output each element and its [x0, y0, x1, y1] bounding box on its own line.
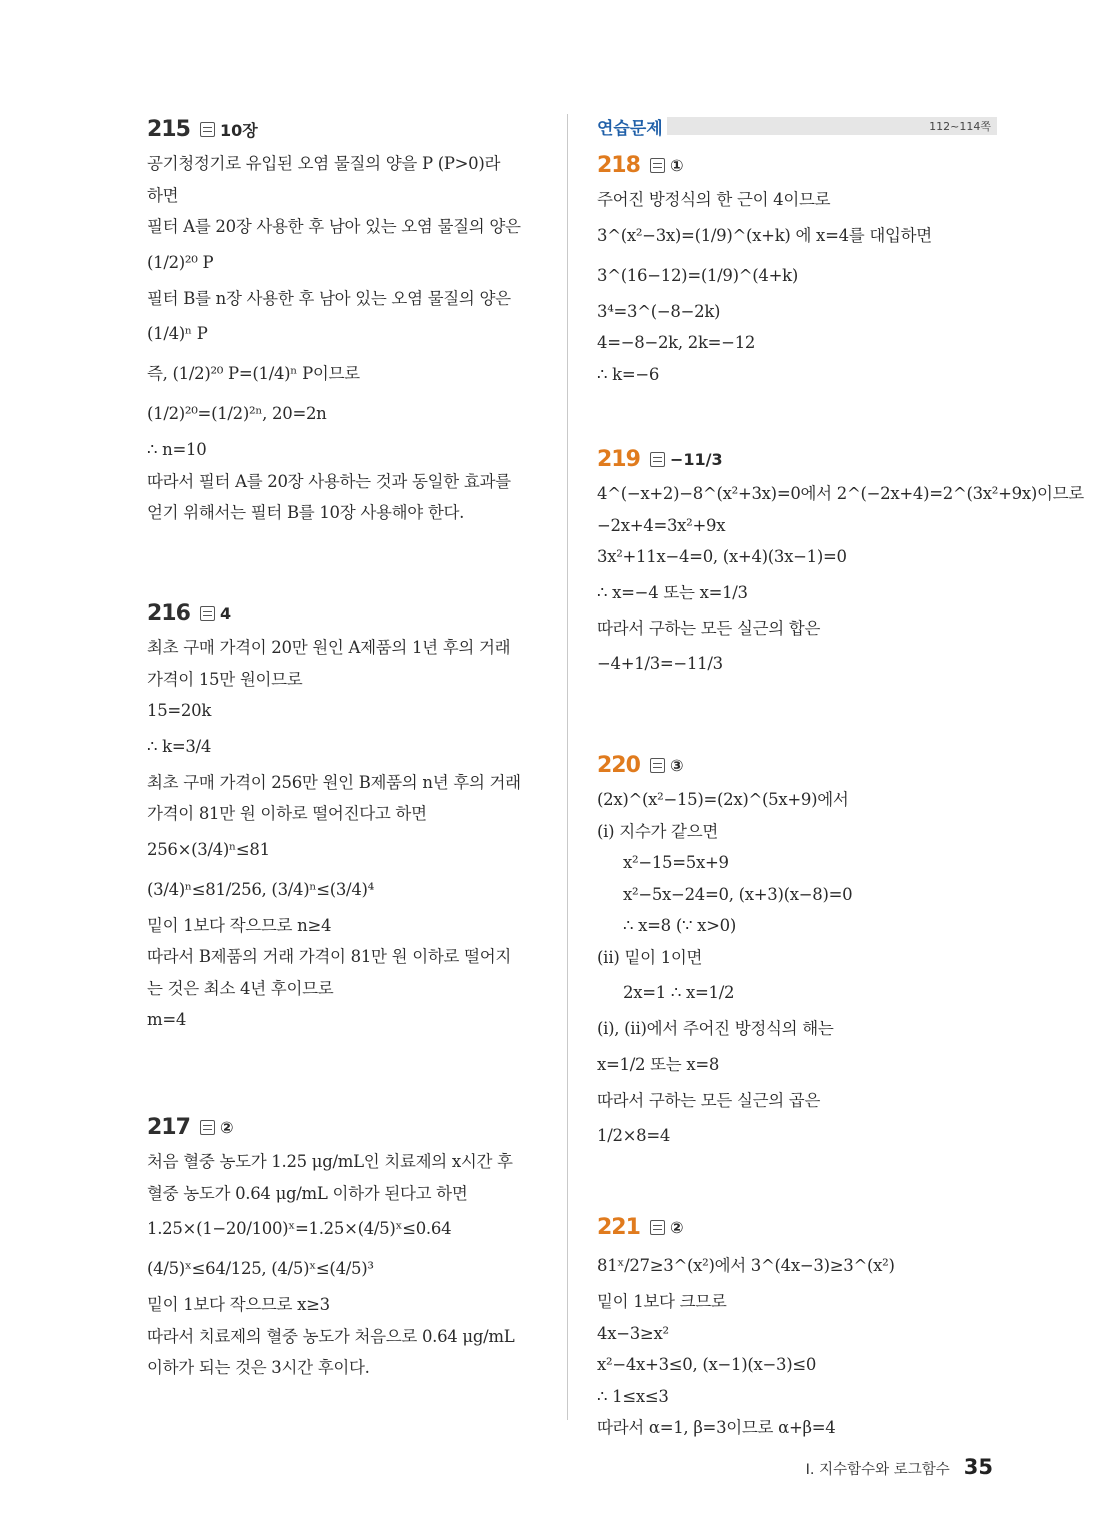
problem-215	[147, 114, 547, 584]
solution-line: 이하가 되는 것은 3시간 후이다.	[147, 1358, 370, 1377]
solution-line: (4/5)ˣ≤64/125, (4/5)ˣ≤(4/5)³	[147, 1259, 374, 1278]
solution-line: ∴ k=3/4	[147, 736, 212, 756]
problem-220	[597, 750, 997, 1198]
solution-line: 얻기 위해서는 필터 B를 10장 사용해야 한다.	[147, 503, 465, 522]
solution-line: 가격이 15만 원이므로	[147, 669, 303, 689]
solution-line: x²−15=5x+9	[623, 853, 729, 872]
solution-line: (3/4)ⁿ≤81/256, (3/4)ⁿ≤(3/4)⁴	[147, 879, 374, 899]
solution-line: −2x+4=3x²+9x	[597, 515, 726, 535]
column-divider	[567, 114, 568, 1420]
solution-line: 는 것은 최소 4년 후이므로	[147, 978, 334, 998]
solution-line: (1/2)²⁰=(1/2)²ⁿ, 20=2n	[147, 404, 327, 423]
solution-line: 3⁴=3^(−8−2k)	[597, 301, 721, 321]
solution-line: 가격이 81만 원 이하로 떨어진다고 하면	[147, 804, 427, 823]
problem-answer: −11/3	[669, 449, 723, 469]
solution-line: (ⅰ), (ⅱ)에서 주어진 방정식의 해는	[597, 1019, 834, 1038]
page-number: 35	[963, 1455, 993, 1479]
chapter-title: Ⅰ. 지수함수와 로그함수	[805, 1462, 950, 1478]
problem-216	[147, 598, 547, 1098]
problem-219	[597, 444, 1084, 736]
problem-number: 221	[597, 1214, 640, 1240]
solution-line: 밑이 1보다 크므로	[597, 1292, 727, 1311]
solution-line: 따라서 B제품의 거래 가격이 81만 원 이하로 떨어지	[147, 947, 511, 966]
solution-line: 하면	[147, 185, 179, 205]
solution-line: x²−5x−24=0, (x+3)(x−8)=0	[623, 884, 853, 904]
answer-icon	[200, 1120, 215, 1135]
right-column	[597, 114, 1084, 1458]
answer-icon	[650, 158, 665, 173]
solution-line: 1/2×8=4	[597, 1126, 671, 1145]
problem-header	[147, 114, 547, 144]
solution-line: 256×(3/4)ⁿ≤81	[147, 839, 270, 859]
answer-icon	[200, 122, 215, 137]
section-header	[597, 114, 997, 138]
solution-line: 3^(x²−3x)=(1/9)^(x+k) 에 x=4를 대입하면	[597, 225, 932, 245]
problem-header	[597, 444, 997, 474]
solution-line: m=4	[147, 1010, 187, 1029]
solution-line: ∴ k=−6	[597, 364, 660, 384]
solution-line: x=1/2 또는 x=8	[597, 1054, 720, 1074]
problem-number: 218	[597, 152, 640, 178]
solution-line: 3^(16−12)=(1/9)^(4+k)	[597, 265, 798, 285]
solution-line: 따라서 α=1, β=3이므로 α+β=4	[597, 1418, 836, 1437]
solution-line: 4=−8−2k, 2k=−12	[597, 333, 756, 352]
solution-line: 즉, (1/2)²⁰ P=(1/4)ⁿ P이므로	[147, 364, 360, 383]
problem-header	[147, 1112, 547, 1142]
answer-icon	[200, 606, 215, 621]
problem-header	[597, 1212, 997, 1242]
solution-line: 3x²+11x−4=0, (x+4)(3x−1)=0	[597, 547, 847, 566]
left-column	[147, 114, 547, 1398]
solution-line: x²−4x+3≤0, (x−1)(x−3)≤0	[597, 1355, 817, 1374]
problem-header	[597, 750, 997, 780]
answer-icon	[650, 758, 665, 773]
solution-line: 15=20k	[147, 701, 212, 720]
solution-line: 4x−3≥x²	[597, 1323, 669, 1343]
problem-answer: ②	[669, 1217, 684, 1237]
solution-line: (ⅱ) 밑이 1이면	[597, 947, 703, 967]
problem-header	[597, 150, 997, 180]
problem-number: 220	[597, 752, 640, 778]
solution-line: 밑이 1보다 작으므로 x≥3	[147, 1295, 330, 1314]
solution-line: 혈중 농도가 0.64 μg/mL 이하가 된다고 하면	[147, 1183, 468, 1203]
solution-line: 최초 구매 가격이 256만 원인 B제품의 n년 후의 거래	[147, 772, 521, 792]
problem-number: 217	[147, 1114, 190, 1140]
solution-line: 81ˣ/27≥3^(x²)에서 3^(4x−3)≥3^(x²)	[597, 1256, 895, 1275]
problem-217	[147, 1112, 547, 1384]
solution-line: 필터 B를 n장 사용한 후 남아 있는 오염 물질의 양은	[147, 288, 511, 308]
problem-answer: ③	[669, 755, 684, 775]
solution-line: 주어진 방정식의 한 근이 4이므로	[597, 190, 831, 209]
solution-line: ∴ 1≤x≤3	[597, 1386, 669, 1406]
solution-line: 공기청정기로 유입된 오염 물질의 양을 P (P>0)라	[147, 154, 501, 173]
solution-line: (ⅰ) 지수가 같으면	[597, 821, 718, 841]
solution-line: 따라서 구하는 모든 실근의 합은	[597, 618, 821, 638]
solution-line: 처음 혈중 농도가 1.25 μg/mL인 치료제의 x시간 후	[147, 1152, 513, 1171]
solution-line: 최초 구매 가격이 20만 원인 A제품의 1년 후의 거래	[147, 638, 511, 657]
answer-icon	[650, 452, 665, 467]
solution-line: 필터 A를 20장 사용한 후 남아 있는 오염 물질의 양은	[147, 217, 521, 236]
problem-number: 219	[597, 446, 640, 472]
solution-line: 1.25×(1−20/100)ˣ=1.25×(4/5)ˣ≤0.64	[147, 1219, 452, 1238]
solution-line: ∴ x=−4 또는 x=1/3	[597, 582, 748, 602]
solution-line: 따라서 치료제의 혈중 농도가 처음으로 0.64 μg/mL	[147, 1326, 515, 1346]
solution-line: ∴ x=8 (∵ x>0)	[623, 916, 736, 935]
section-title: 연습문제	[597, 119, 663, 139]
solution-line: 밑이 1보다 작으므로 n≥4	[147, 915, 332, 935]
problem-answer: 10장	[219, 120, 258, 140]
solution-line: (1/2)²⁰ P	[147, 252, 214, 272]
solution-line: 따라서 구하는 모든 실근의 곱은	[597, 1090, 821, 1110]
problem-answer: ①	[669, 155, 684, 175]
answer-icon	[650, 1220, 665, 1235]
solution-line: ∴ n=10	[147, 440, 207, 459]
solution-line: 4^(−x+2)−8^(x²+3x)=0에서 2^(−2x+4)=2^(3x²+9x)이므로	[597, 484, 1084, 503]
solution-line: −4+1/3=−11/3	[597, 654, 723, 673]
solution-line: 따라서 필터 A를 20장 사용하는 것과 동일한 효과를	[147, 471, 511, 491]
problem-218	[597, 150, 997, 430]
problem-answer: 4	[219, 603, 232, 623]
page-footer	[806, 1455, 993, 1479]
problem-221	[597, 1212, 997, 1444]
section-pages: 112~114쪽	[929, 120, 991, 133]
problem-number: 216	[147, 600, 190, 626]
solution-line: 2x=1 ∴ x=1/2	[623, 983, 735, 1002]
solution-line: (1/4)ⁿ P	[147, 324, 208, 343]
problem-number: 215	[147, 116, 190, 142]
solution-line: (2x)^(x²−15)=(2x)^(5x+9)에서	[597, 790, 849, 809]
problem-header	[147, 598, 547, 628]
problem-answer: ②	[219, 1117, 234, 1137]
